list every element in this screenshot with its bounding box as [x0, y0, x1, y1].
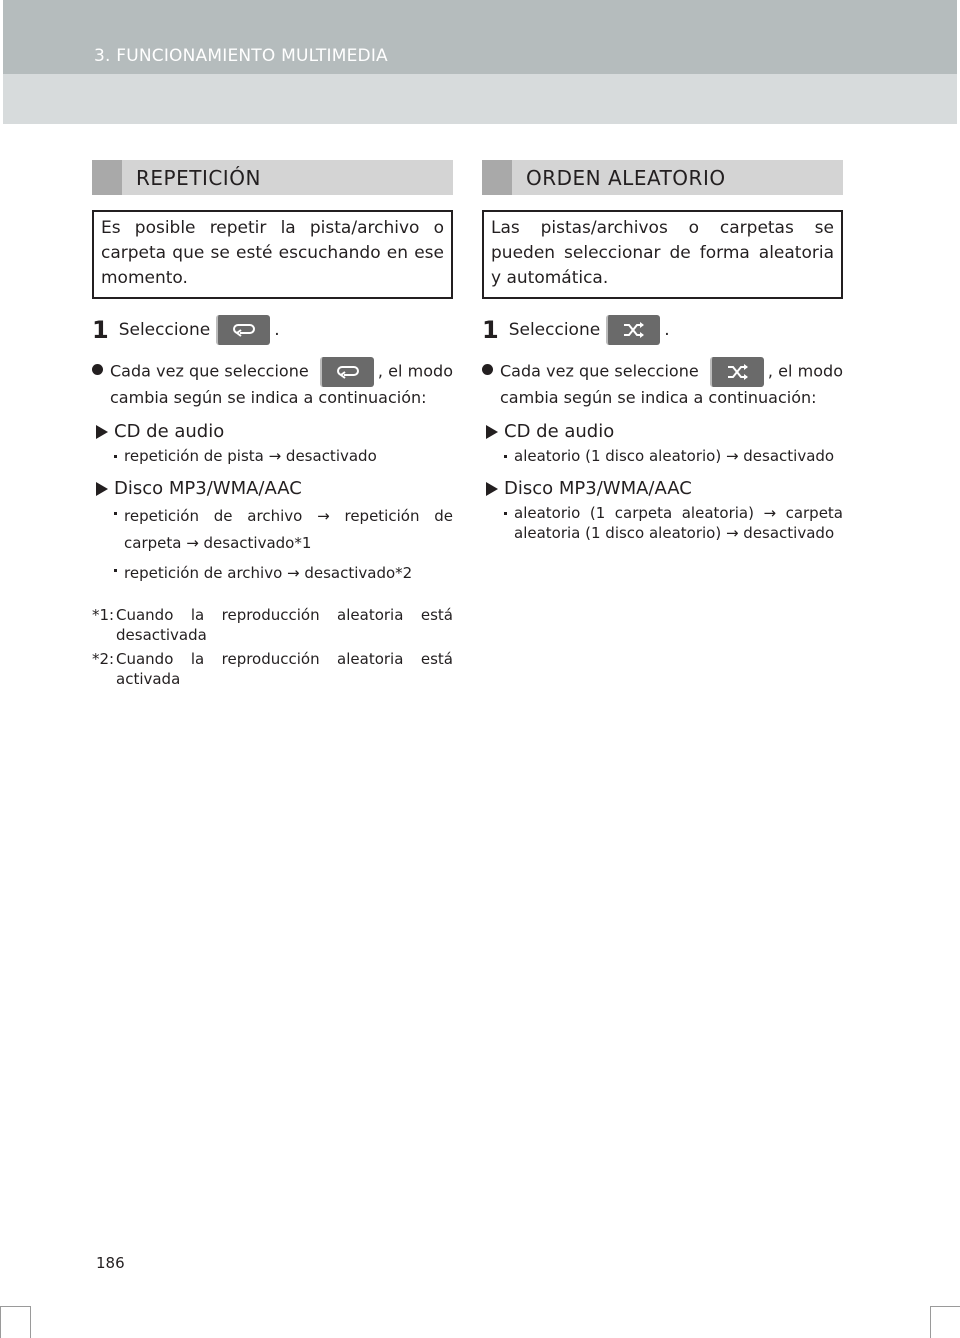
step-text: Seleccione — [118, 320, 211, 340]
group-cd-audio — [92, 421, 453, 443]
shuffle-column — [482, 160, 843, 543]
group-mp3 — [92, 478, 453, 500]
item-marker — [114, 512, 117, 515]
header-lower-bar — [0, 74, 960, 124]
page-number: 186 — [96, 1254, 125, 1272]
footnotes — [92, 605, 453, 689]
item-text: repetición de archivo → repetición de carpeta → desactivado*1 — [124, 507, 453, 552]
list-item — [92, 560, 453, 587]
step-end: . — [274, 320, 280, 340]
repeat-heading-text: REPETICIÓN — [136, 166, 261, 190]
bullet-dot — [92, 364, 103, 375]
step-end: . — [664, 320, 670, 340]
heading-marker — [92, 160, 122, 195]
shuffle-icon — [726, 364, 750, 380]
item-marker — [504, 512, 507, 515]
footnote — [92, 605, 453, 645]
bullet-post: , el modo cambia según se indica a continuación: — [110, 361, 453, 407]
list-item — [482, 503, 843, 543]
section-title: 3. FUNCIONAMIENTO MULTIMEDIA — [94, 46, 388, 66]
shuffle-icon — [622, 322, 646, 338]
repeat-button-image — [216, 315, 270, 345]
repeat-icon — [336, 364, 360, 380]
bullet-post: , el modo cambia según se indica a continuación: — [500, 361, 843, 407]
footnote-mark: *1: — [92, 606, 115, 624]
crop-mark — [0, 1306, 1, 1338]
group-title: Disco MP3/WMA/AAC — [114, 478, 302, 499]
shuffle-intro-box: Las pistas/archivos o carpetas se pueden seleccionar de forma aleatoria y automática. — [482, 210, 843, 299]
shuffle-button-image — [606, 315, 660, 345]
item-marker — [504, 455, 507, 458]
group-mp3 — [482, 478, 843, 500]
shuffle-heading — [482, 160, 843, 195]
list-item — [92, 503, 453, 557]
item-text: repetición de archivo → desactivado*2 — [124, 564, 413, 582]
crop-mark — [930, 1306, 960, 1307]
bullet-pre: Cada vez que seleccione — [500, 361, 699, 381]
crop-mark — [0, 1306, 30, 1307]
step-text: Seleccione — [508, 320, 601, 340]
repeat-button-image-inline — [320, 357, 374, 387]
item-marker — [114, 569, 117, 572]
list-item — [92, 446, 453, 466]
item-marker — [114, 455, 117, 458]
repeat-intro-box: Es posible repetir la pista/archivo o carpeta que se esté escuchando en ese momento. — [92, 210, 453, 299]
triangle-marker — [486, 425, 498, 439]
bullet-dot — [482, 364, 493, 375]
bullet-pre: Cada vez que seleccione — [110, 361, 309, 381]
item-text: repetición de pista → desactivado — [124, 447, 377, 465]
group-title: CD de audio — [114, 421, 225, 442]
repeat-bullet — [92, 357, 453, 409]
shuffle-button-image-inline — [710, 357, 764, 387]
footnote-text: Cuando la reproducción aleatoria está desactivada — [116, 606, 453, 644]
item-text: aleatorio (1 disco aleatorio) → desactivado — [514, 447, 835, 465]
triangle-marker — [96, 482, 108, 496]
shuffle-step — [482, 315, 843, 345]
group-title: Disco MP3/WMA/AAC — [504, 478, 692, 499]
shuffle-bullet — [482, 357, 843, 409]
heading-marker — [482, 160, 512, 195]
header-band — [0, 0, 960, 124]
crop-mark — [930, 1306, 931, 1338]
header-edge-left — [0, 0, 3, 124]
crop-mark — [30, 1306, 31, 1338]
footnote-mark: *2: — [92, 650, 115, 668]
footnote-text: Cuando la reproducción aleatoria está activada — [116, 650, 453, 688]
triangle-marker — [486, 482, 498, 496]
shuffle-heading-text: ORDEN ALEATORIO — [526, 166, 726, 190]
repeat-heading — [92, 160, 453, 195]
list-item — [482, 446, 843, 466]
footnote — [92, 649, 453, 689]
step-number: 1 — [92, 316, 109, 344]
item-text: aleatorio (1 carpeta aleatoria) → carpeta aleatoria (1 disco aleatorio) → desactivado — [514, 504, 843, 542]
group-title: CD de audio — [504, 421, 615, 442]
group-cd-audio — [482, 421, 843, 443]
repeat-step — [92, 315, 453, 345]
repeat-column — [92, 160, 453, 693]
triangle-marker — [96, 425, 108, 439]
step-number: 1 — [482, 316, 499, 344]
repeat-icon — [232, 322, 256, 338]
